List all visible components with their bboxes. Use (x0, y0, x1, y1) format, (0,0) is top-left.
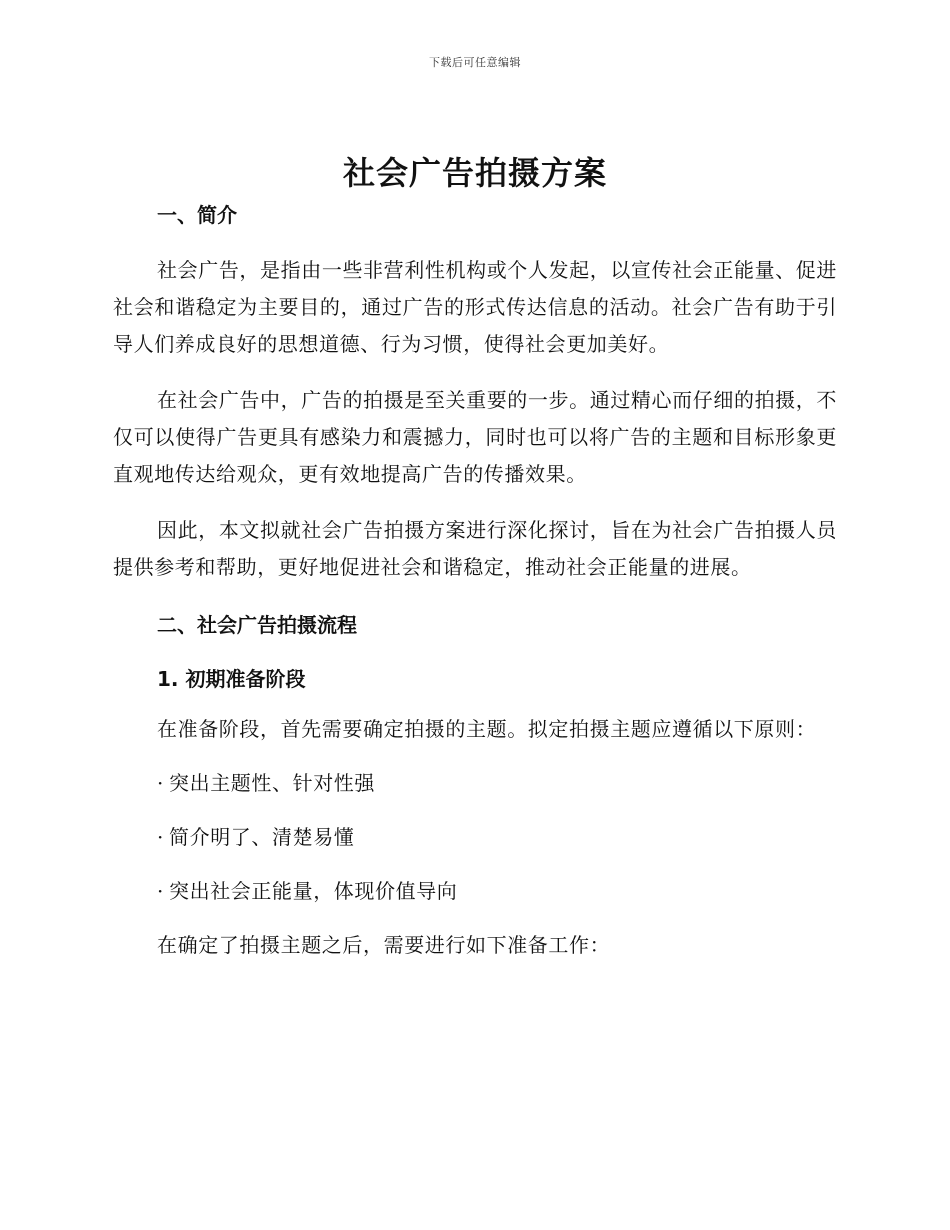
section-heading-process: 二、社会广告拍摄流程 (157, 613, 357, 637)
paragraph: 在准备阶段，首先需要确定拍摄的主题。拟定拍摄主题应遵循以下原则： (157, 717, 817, 741)
page-header: 下载后可任意编辑 (429, 56, 521, 69)
paragraph: 在确定了拍摄主题之后，需要进行如下准备工作： (157, 933, 611, 957)
paragraph: 社会广告，是指由一些非营利性机构或个人发起，以宣传社会正能量、促进社会和谐稳定为主要目的，通过广告的形式传达信息的活动。社会广告有助于引导人们养成良好的思想道德、行为习惯，使得社会更加美好。 (113, 258, 837, 356)
list-item (113, 765, 837, 802)
list-item (113, 819, 837, 856)
paragraph: 在社会广告中，广告的拍摄是至关重要的一步。通过精心而仔细的拍摄，不仅可以使得广告更具有感染力和震撼力，同时也可以将广告的主题和目标形象更直观地传达给观众，更有效地提高广告的传播效果。 (113, 388, 837, 486)
bullet-icon: · (157, 825, 164, 849)
document-title: 社会广告拍摄方案 (342, 154, 607, 192)
subsection-heading-preparation: 1. 初期准备阶段 (157, 667, 306, 691)
bullet-icon: · (157, 879, 164, 903)
paragraph: 因此，本文拟就社会广告拍摄方案进行深化探讨，旨在为社会广告拍摄人员提供参考和帮助，更好地促进社会和谐稳定，推动社会正能量的进展。 (113, 518, 837, 579)
document-body (113, 150, 837, 964)
section-heading-intro: 一、简介 (157, 203, 237, 227)
list-item-text: 突出主题性、针对性强 (169, 771, 375, 795)
bullet-icon: · (157, 771, 164, 795)
list-item-text: 突出社会正能量，体现价值导向 (169, 879, 458, 903)
list-item-text: 简介明了、清楚易懂 (169, 825, 355, 849)
list-item (113, 873, 837, 910)
